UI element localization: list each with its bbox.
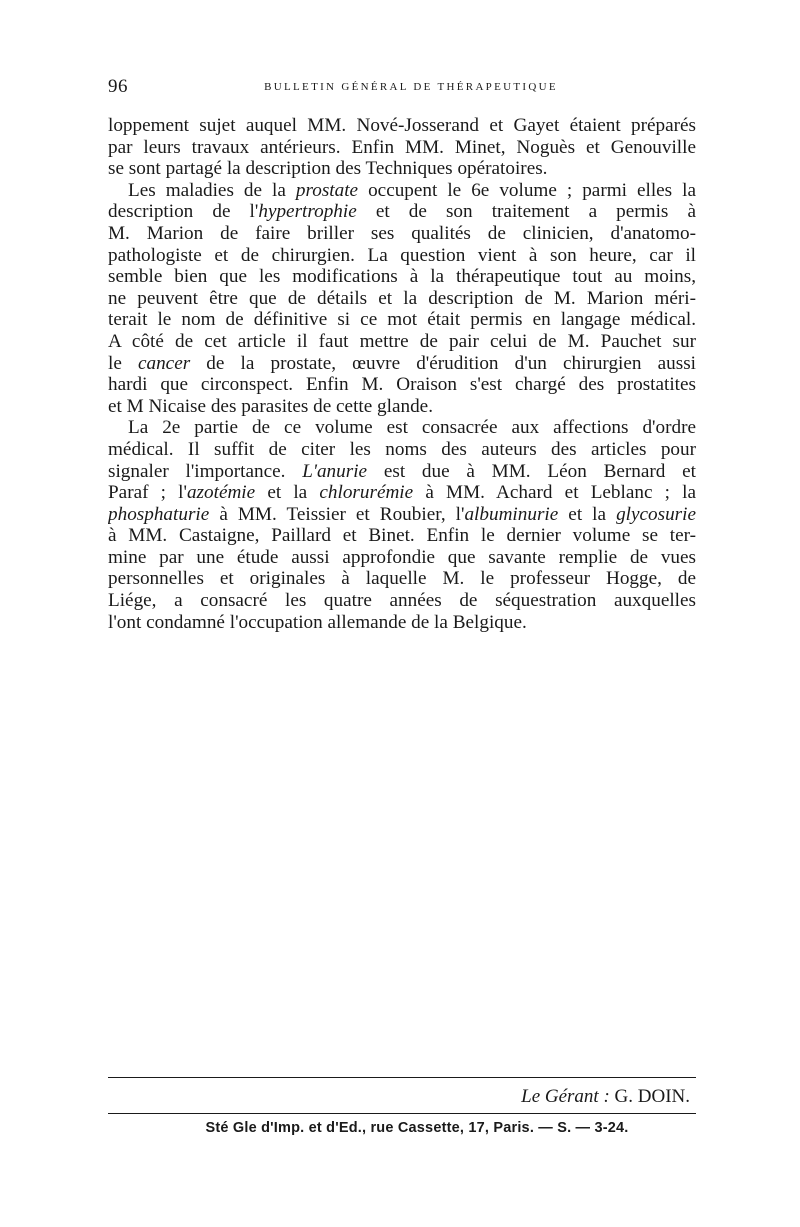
italic-term: azotémie	[186, 482, 256, 504]
footer-rule-top	[108, 1077, 696, 1078]
italic-term: chlorurémie	[319, 482, 414, 504]
italic-term: glycosurie	[616, 503, 696, 525]
italic-term: L'anurie	[302, 460, 368, 482]
text-line: médical. Il suffit de citer les noms des auteurs des articles pour	[108, 438, 696, 460]
text-line: Les maladies de la prostate occupent le 6e volume ; parmi elles la	[128, 179, 696, 201]
text-line: La 2e partie de ce volume est consacrée aux affections d'ordre	[128, 417, 696, 439]
text-line: se sont partagé la description des Techniques opératoires.	[108, 158, 548, 180]
text-line: Liége, a consacré les quatre années de séquestration auxquelles	[108, 590, 696, 612]
manager-name: G. DOIN.	[614, 1086, 690, 1107]
page-header	[108, 76, 696, 98]
running-title: BULLETIN GÉNÉRAL DE THÉRAPEUTIQUE	[264, 81, 558, 93]
text-line: signaler l'importance. L'anurie est due à MM. Léon Bernard et	[108, 460, 696, 482]
text-line: ne peuvent être que de détails et la description de M. Marion méri-	[108, 287, 696, 309]
footer-rule-bottom	[108, 1113, 696, 1114]
italic-term: prostate	[295, 179, 359, 201]
italic-term: phosphaturie	[108, 503, 210, 525]
text-line: M. Marion de faire briller ses qualités de clinicien, d'anatomo-	[108, 222, 696, 244]
text-line: personnelles et originales à laquelle M. le professeur Hogge, de	[108, 568, 696, 590]
manager-label: Le Gérant :	[521, 1086, 610, 1107]
page-number: 96	[108, 76, 128, 97]
text-line: à MM. Castaigne, Paillard et Binet. Enfin le dernier volume se ter-	[108, 525, 696, 547]
manager-signature	[108, 1086, 696, 1110]
text-line: A côté de cet article il faut mettre de pair celui de M. Pauchet sur	[108, 330, 696, 352]
text-line: pathologiste et de chirurgien. La question vient à son heure, car il	[108, 244, 696, 266]
text-line: semble bien que les modifications à la thérapeutique tout au moins,	[108, 266, 696, 288]
text-line: phosphaturie à MM. Teissier et Roubier, l'albuminurie et la glycosurie	[108, 503, 696, 525]
text-line: hardi que circonspect. Enfin M. Oraison s'est chargé des prostatites	[108, 374, 696, 396]
text-line: et M Nicaise des parasites de cette glande.	[108, 395, 433, 417]
printer-imprint: Sté Gle d'Imp. et d'Ed., rue Cassette, 17, Paris. — S. — 3-24.	[205, 1120, 629, 1136]
text-line: l'ont condamné l'occupation allemande de la Belgique.	[108, 611, 527, 633]
text-line: par leurs travaux antérieurs. Enfin MM. Minet, Noguès et Genouville	[108, 136, 696, 158]
text-line: loppement sujet auquel MM. Nové-Josserand et Gayet étaient préparés	[108, 115, 696, 136]
text-line: le cancer de la prostate, œuvre d'érudition d'un chirurgien aussi	[108, 352, 696, 374]
text-line: Paraf ; l'azotémie et la chlorurémie à MM. Achard et Leblanc ; la	[108, 482, 696, 504]
italic-term: hypertrophie	[258, 201, 357, 223]
italic-term: albuminurie	[464, 503, 559, 525]
body-text	[108, 115, 696, 633]
text-line: mine par une étude aussi approfondie que savante remplie de vues	[108, 546, 696, 568]
text-line: terait le nom de définitive si ce mot était permis en langage médical.	[108, 309, 696, 331]
italic-term: cancer	[137, 352, 191, 374]
text-line: description de l'hypertrophie et de son traitement a permis à	[108, 201, 696, 223]
